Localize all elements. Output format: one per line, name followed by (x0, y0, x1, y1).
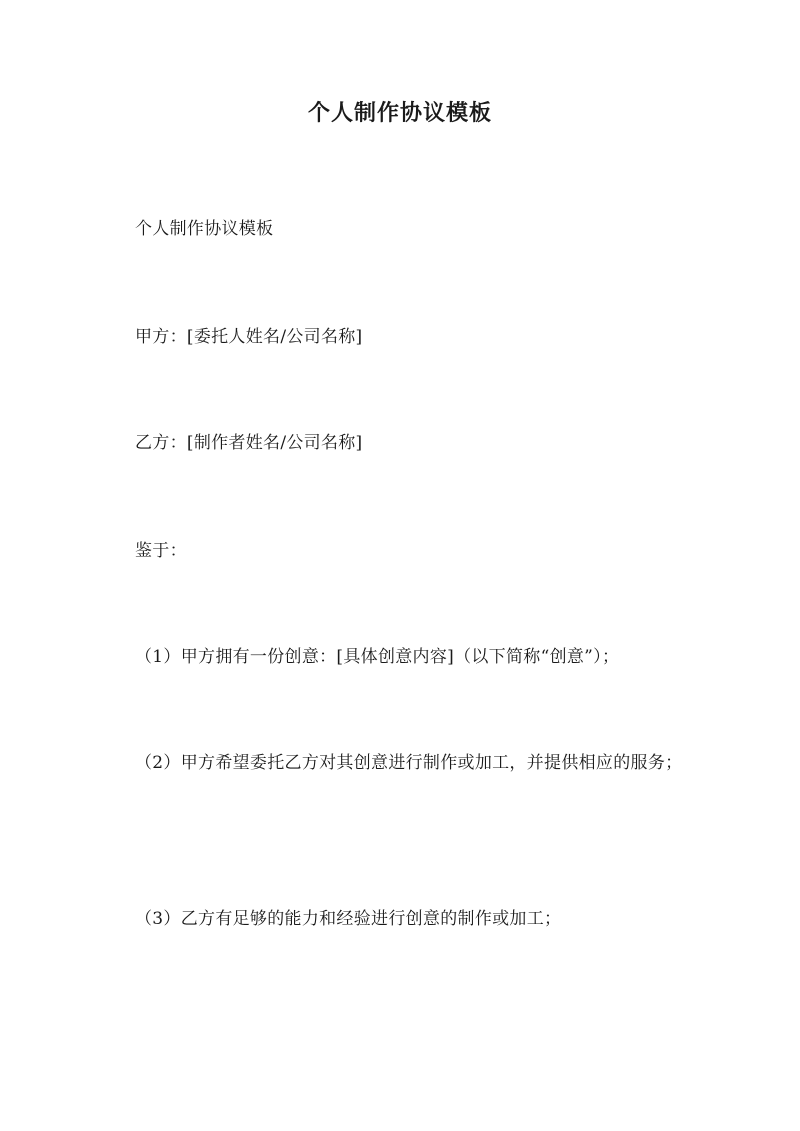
paragraph-heading: 个人制作协议模板 (135, 219, 274, 239)
paragraph-party-b: 乙方：[制作者姓名/公司名称] (135, 433, 363, 453)
paragraph-clause-1: （1）甲方拥有一份创意：[具体创意内容]（以下简称“创意”）； (135, 647, 620, 667)
paragraph-clause-3: （3）乙方有足够的能力和经验进行创意的制作或加工； (135, 909, 562, 929)
document-title: 个人制作协议模板 (307, 100, 492, 126)
paragraph-party-a: 甲方：[委托人姓名/公司名称] (135, 327, 363, 347)
paragraph-whereas: 鉴于： (135, 541, 187, 561)
paragraph-clause-2: （2）甲方希望委托乙方对其创意进行制作或加工，并提供相应的服务； (135, 753, 683, 773)
